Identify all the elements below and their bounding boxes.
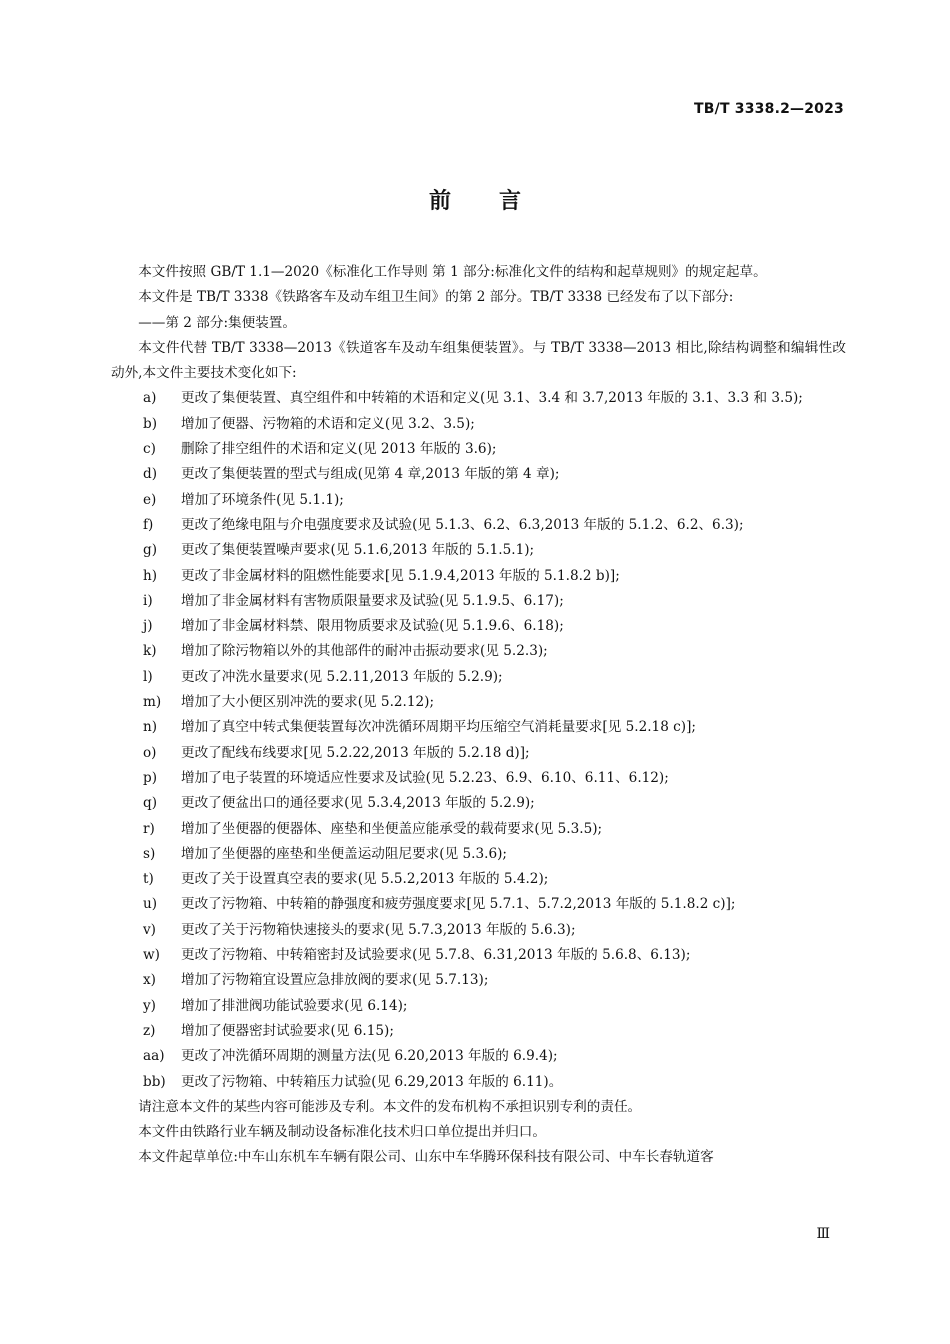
- change-list-item: [111, 943, 846, 968]
- dash-list-item: ——第 2 部分:集便装置。: [138, 314, 296, 331]
- change-list-item: [111, 639, 846, 664]
- list-item-text: 增加了非金属材料禁、限用物质要求及试验(见 5.1.9.6、6.18);: [181, 618, 564, 635]
- list-item-marker: q): [143, 795, 158, 812]
- change-list-item: [111, 791, 846, 816]
- page-number: Ⅲ: [816, 1226, 830, 1242]
- change-list-item: [111, 437, 846, 462]
- list-item-text: 更改了污物箱、中转箱压力试验(见 6.29,2013 年版的 6.11)。: [181, 1073, 563, 1090]
- change-list-item: [111, 817, 846, 842]
- list-item-text: 更改了集便装置的型式与组成(见第 4 章,2013 年版的第 4 章);: [181, 466, 560, 483]
- list-item-text: 更改了关于设置真空表的要求(见 5.5.2,2013 年版的 5.4.2);: [181, 871, 549, 888]
- change-list-item: [111, 665, 846, 690]
- paragraph-drafting-rules: 本文件按照 GB/T 1.1—2020《标准化工作导则 第 1 部分:标准化文件的结构和起草规则》的规定起草。: [138, 264, 767, 280]
- list-item-text: 更改了污物箱、中转箱密封及试验要求(见 5.7.8、6.31,2013 年版的 5.6.8、6.13);: [181, 947, 691, 964]
- change-list-item: [111, 715, 846, 740]
- change-list-item: [111, 892, 846, 917]
- list-item-marker: c): [143, 441, 156, 458]
- list-item-text: 增加了非金属材料有害物质限量要求及试验(见 5.1.9.5、6.17);: [181, 592, 564, 609]
- list-item-marker: k): [143, 643, 157, 660]
- change-list-item: [111, 867, 846, 892]
- list-item-marker: h): [143, 567, 158, 584]
- list-item-marker: j): [143, 618, 153, 635]
- list-item-marker: n): [143, 719, 158, 736]
- list-item-marker: a): [143, 390, 157, 407]
- change-list-item: [111, 564, 846, 589]
- change-list-item: [111, 412, 846, 437]
- changes-list: [111, 386, 846, 1094]
- list-item-text: 更改了绝缘电阻与介电强度要求及试验(见 5.1.3、6.2、6.3,2013 年版的 5.1.2、6.2、6.3);: [181, 516, 744, 533]
- list-item-text: 增加了环境条件(见 5.1.1);: [181, 491, 344, 508]
- list-item-marker: v): [143, 921, 156, 938]
- list-item-marker: x): [143, 972, 156, 989]
- list-item-text: 增加了排泄阀功能试验要求(见 6.14);: [181, 997, 408, 1014]
- list-item-marker: f): [143, 516, 154, 533]
- list-item-text: 增加了便器、污物箱的术语和定义(见 3.2、3.5);: [181, 415, 475, 432]
- change-list-item: [111, 462, 846, 487]
- list-item-marker: m): [143, 694, 162, 711]
- list-item-marker: l): [143, 668, 153, 685]
- document-code: TB/T 3338.2—2023: [694, 101, 844, 117]
- change-list-item: [111, 766, 846, 791]
- list-item-text: 更改了便盆出口的通径要求(见 5.3.4,2013 年版的 5.2.9);: [181, 795, 535, 812]
- list-item-text: 更改了非金属材料的阻燃性能要求[见 5.1.9.4,2013 年版的 5.1.8.2 b)];: [181, 567, 620, 584]
- change-list-item: [111, 513, 846, 538]
- change-list-item: [111, 690, 846, 715]
- list-item-text: 更改了配线布线要求[见 5.2.22,2013 年版的 5.2.18 d)];: [181, 744, 530, 761]
- change-list-item: [111, 968, 846, 993]
- list-item-text: 更改了污物箱、中转箱的静强度和疲劳强度要求[见 5.7.1、5.7.2,2013 年版的 5.1.8.2 c)];: [181, 896, 736, 913]
- list-item-marker: b): [143, 415, 158, 432]
- list-item-marker: bb): [143, 1073, 166, 1090]
- list-item-text: 增加了污物箱宜设置应急排放阀的要求(见 5.7.13);: [181, 972, 489, 989]
- list-item-marker: s): [143, 845, 156, 862]
- list-item-marker: o): [143, 744, 157, 761]
- list-item-marker: r): [143, 820, 155, 837]
- paragraph-patent-notice: 请注意本文件的某些内容可能涉及专利。本文件的发布机构不承担识别专利的责任。: [138, 1098, 642, 1115]
- list-item-marker: p): [143, 769, 158, 786]
- change-list-item: [111, 538, 846, 563]
- list-item-marker: y): [143, 997, 156, 1014]
- list-item-marker: aa): [143, 1048, 165, 1065]
- change-list-item: [111, 1044, 846, 1069]
- list-item-text: 增加了电子装置的环境适应性要求及试验(见 5.2.23、6.9、6.10、6.11、6.12);: [181, 769, 669, 786]
- paragraph-drafting-units: 本文件起草单位:中车山东机车车辆有限公司、山东中车华腾环保科技有限公司、中车长春轨道客: [138, 1149, 714, 1166]
- list-item-text: 增加了除污物箱以外的其他部件的耐冲击振动要求(见 5.2.3);: [181, 643, 548, 660]
- list-item-text: 更改了集便装置、真空组件和中转箱的术语和定义(见 3.1、3.4 和 3.7,2013 年版的 3.1、3.3 和 3.5);: [181, 390, 803, 407]
- change-list-item: [111, 994, 846, 1019]
- paragraph-replacement: 本文件代替 TB/T 3338—2013《铁道客车及动车组集便装置》。与 TB/T 3338—2013 相比,除结构调整和编辑性改动外,本文件主要技术变化如下:: [111, 339, 846, 382]
- change-list-item: [111, 386, 846, 411]
- list-item-text: 更改了集便装置噪声要求(见 5.1.6,2013 年版的 5.1.5.1);: [181, 542, 535, 559]
- list-item-text: 增加了坐便器的座垫和坐便盖运动阻尼要求(见 5.3.6);: [181, 845, 507, 862]
- list-item-marker: u): [143, 896, 158, 913]
- paragraph-proposer: 本文件由铁路行业车辆及制动设备标准化技术归口单位提出并归口。: [138, 1124, 546, 1141]
- change-list-item: [111, 842, 846, 867]
- document-body: [111, 260, 846, 1171]
- list-item-marker: e): [143, 491, 157, 508]
- list-item-text: 更改了冲洗循环周期的测量方法(见 6.20,2013 年版的 6.9.4);: [181, 1048, 558, 1065]
- list-item-text: 删除了排空组件的术语和定义(见 2013 年版的 3.6);: [181, 441, 497, 458]
- list-item-text: 增加了便器密封试验要求(见 6.15);: [181, 1022, 394, 1039]
- change-list-item: [111, 488, 846, 513]
- list-item-marker: w): [143, 947, 160, 964]
- list-item-marker: d): [143, 466, 158, 483]
- list-item-text: 增加了真空中转式集便装置每次冲洗循环周期平均压缩空气消耗量要求[见 5.2.18 c)];: [181, 719, 696, 736]
- page-title: 前言: [428, 189, 569, 214]
- list-item-text: 增加了坐便器的便器体、座垫和坐便盖应能承受的载荷要求(见 5.3.5);: [181, 820, 603, 837]
- change-list-item: [111, 1070, 846, 1095]
- change-list-item: [111, 614, 846, 639]
- list-item-text: 更改了冲洗水量要求(见 5.2.11,2013 年版的 5.2.9);: [181, 668, 503, 685]
- list-item-text: 更改了关于污物箱快速接头的要求(见 5.7.3,2013 年版的 5.6.3);: [181, 921, 576, 938]
- change-list-item: [111, 1019, 846, 1044]
- list-item-marker: z): [143, 1022, 156, 1039]
- change-list-item: [111, 918, 846, 943]
- change-list-item: [111, 741, 846, 766]
- list-item-marker: t): [143, 871, 154, 888]
- list-item-marker: i): [143, 592, 153, 609]
- list-item-text: 增加了大小便区别冲洗的要求(见 5.2.12);: [181, 694, 435, 711]
- paragraph-part-info: 本文件是 TB/T 3338《铁路客车及动车组卫生间》的第 2 部分。TB/T 3338 已经发布了以下部分:: [138, 289, 734, 306]
- list-item-marker: g): [143, 542, 158, 559]
- change-list-item: [111, 589, 846, 614]
